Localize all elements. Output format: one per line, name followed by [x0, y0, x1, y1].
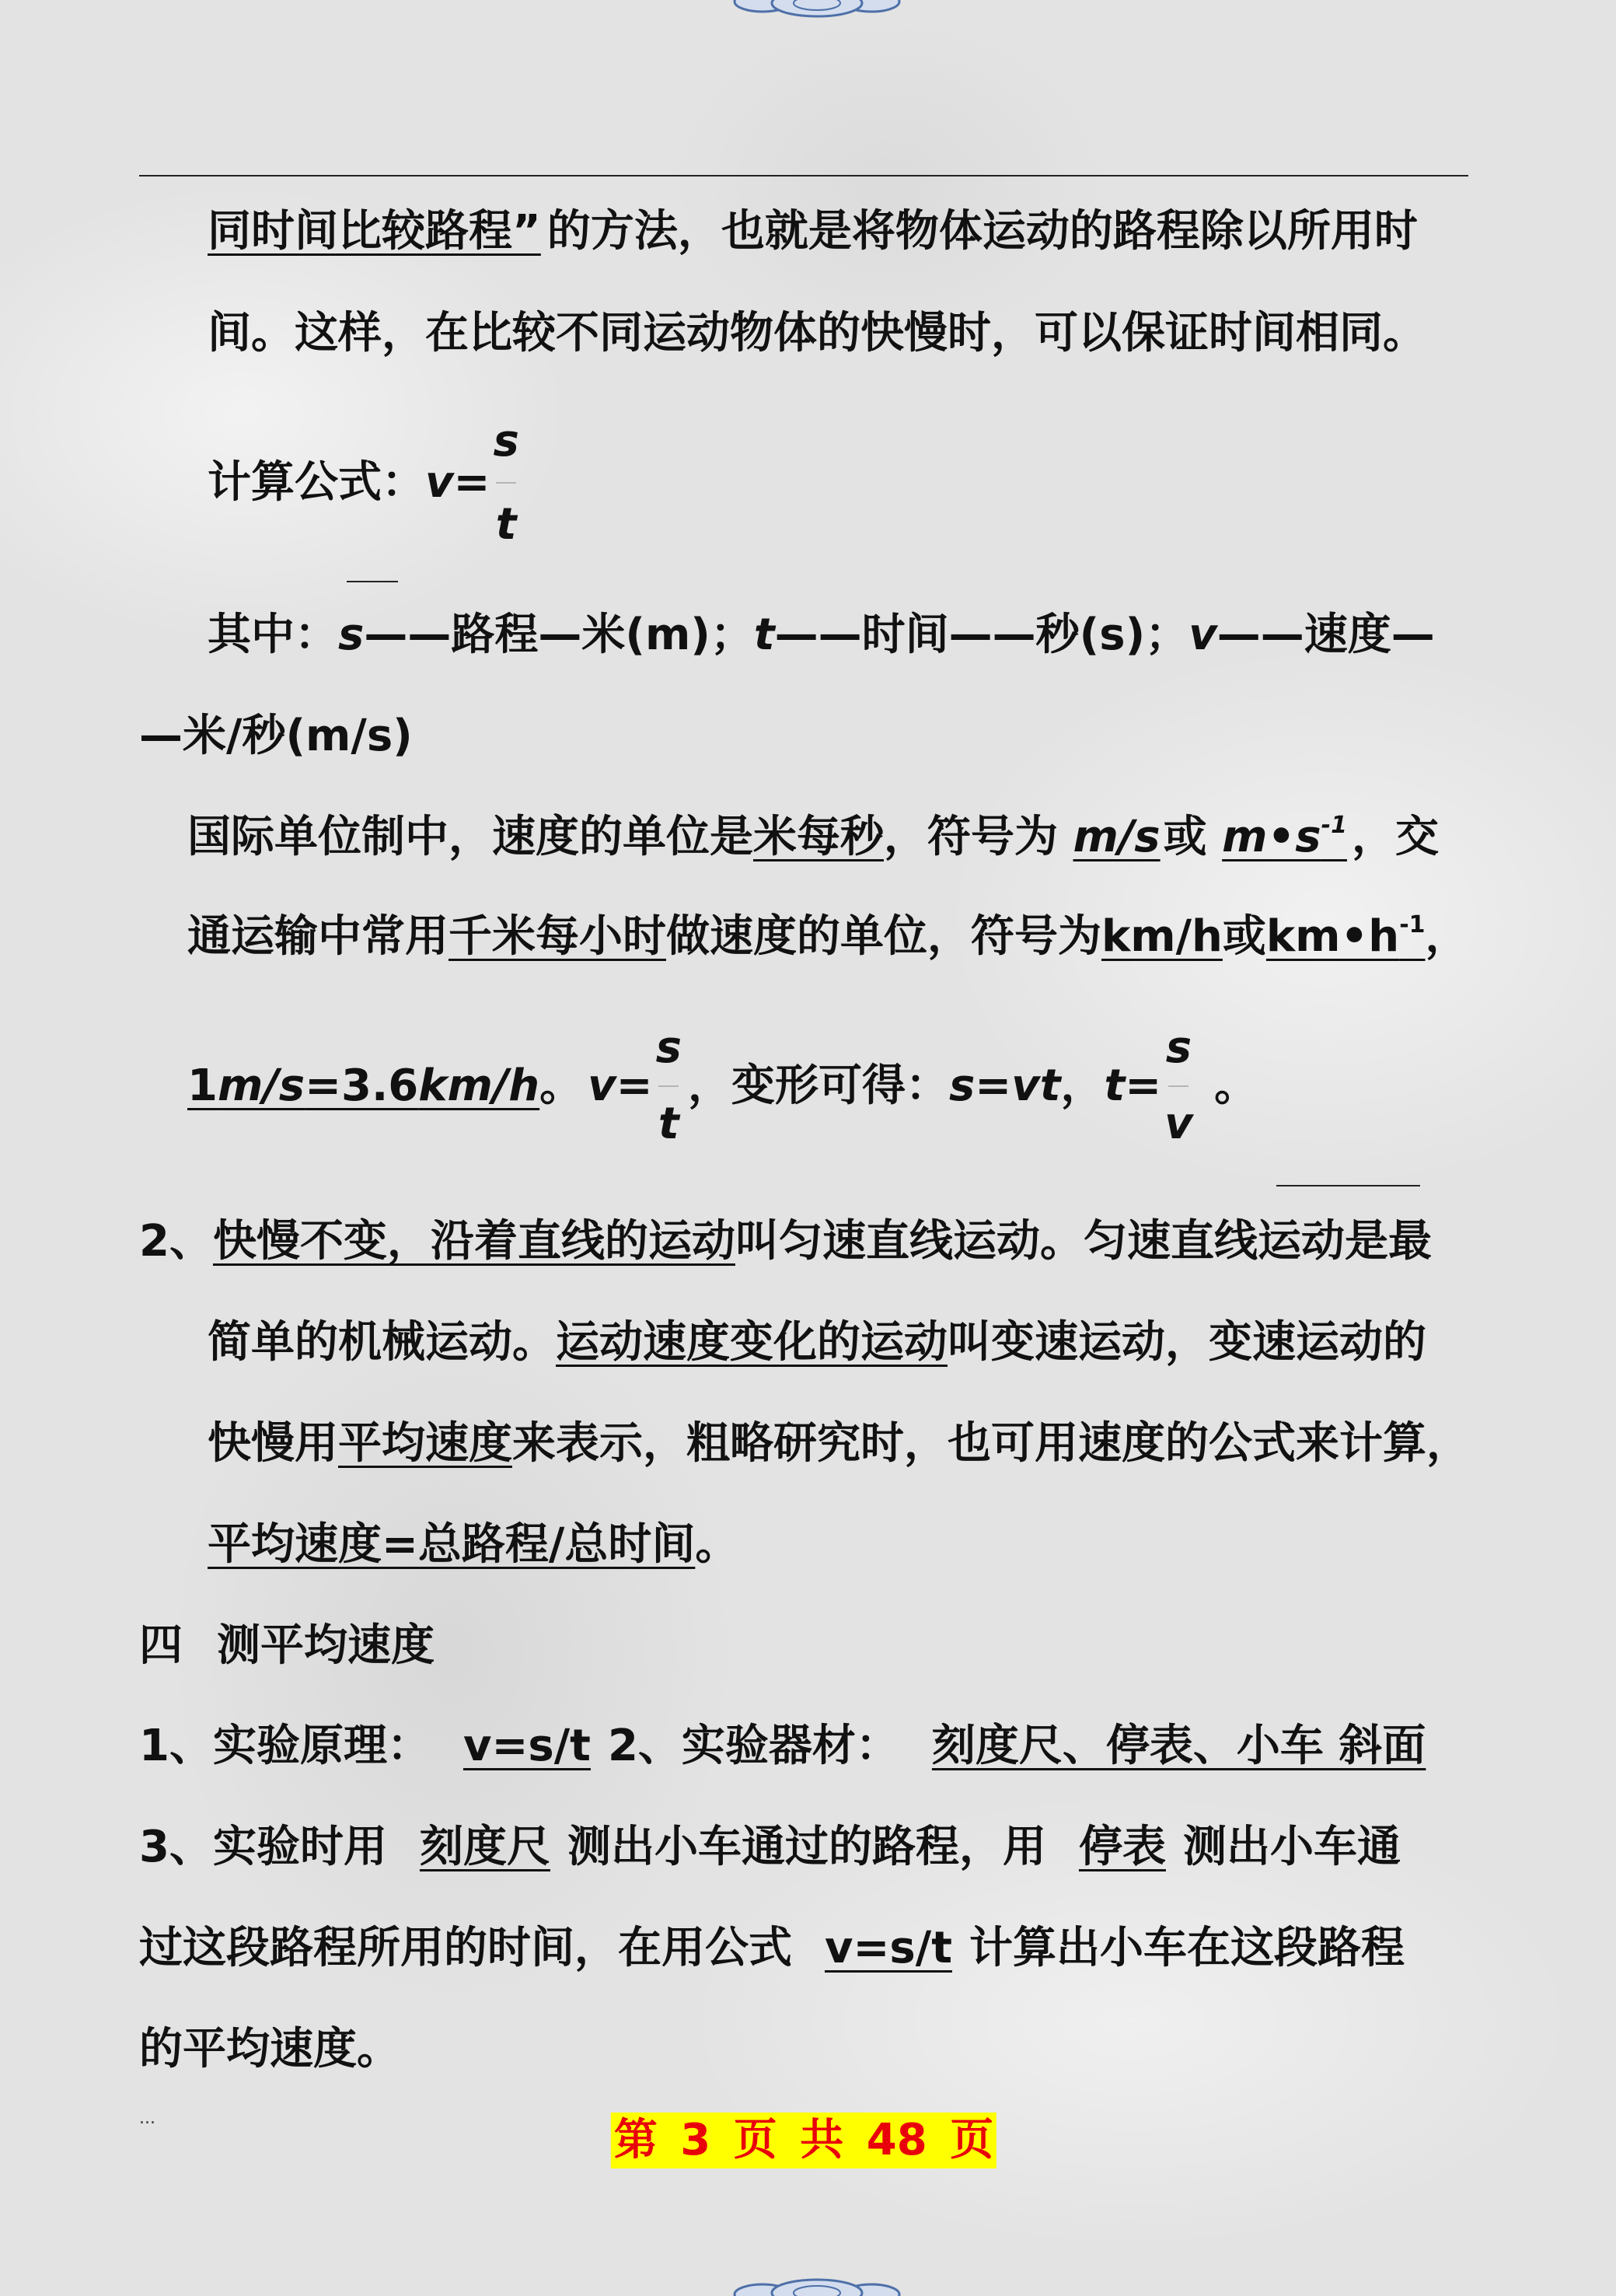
- units-line-2: [187, 906, 1469, 968]
- text-run: 的方法，也就是将物体运动的路程除以所用时: [546, 206, 1418, 257]
- fraction-bar-line: [496, 482, 516, 484]
- fill-in-answer: v=s/t: [462, 1721, 591, 1771]
- text-run: 或: [1163, 812, 1223, 862]
- text-run: 3、实验时用: [139, 1822, 387, 1872]
- text-run: 的平均速度。: [139, 2024, 400, 2074]
- underlined-phrase: 米每秒: [753, 812, 884, 862]
- text-run: 间。这样，在比较不同运动物体的快慢时，可以保证时间相同。: [208, 308, 1426, 358]
- fraction-bar: [658, 1070, 679, 1103]
- motion-line-1: [139, 1211, 1432, 1273]
- continuation-line-2: [208, 302, 1426, 365]
- superscript: -1: [1399, 911, 1426, 938]
- stray-rule: [347, 581, 398, 582]
- fraction: [655, 1022, 682, 1149]
- formula-line: [208, 405, 525, 561]
- text-run: 其中：: [208, 610, 338, 660]
- fraction-numerator: s: [1165, 1022, 1192, 1073]
- text-run: —米/秒(m/s): [139, 711, 413, 761]
- underlined-phrase: 千米每小时: [449, 911, 666, 962]
- fraction-denominator: t: [658, 1099, 679, 1149]
- text-run: 叫变速运动，变速运动的: [948, 1317, 1426, 1368]
- experiment-line-1: [139, 1715, 1443, 1777]
- unit-conversion: [187, 1055, 539, 1117]
- text-run: 计算出小车在这段路程: [969, 1923, 1405, 1973]
- text-run: ——时间——秒(s)；: [774, 610, 1189, 660]
- fraction-bar-line: [658, 1085, 679, 1087]
- text-run: 做速度的单位，符号为: [666, 911, 1101, 962]
- fraction-bar: [1168, 1070, 1188, 1103]
- stray-rule: [1276, 1185, 1420, 1186]
- unit-symbol: m/s: [1073, 812, 1161, 862]
- motion-line-4: [208, 1514, 738, 1576]
- text-run: 简单的机械运动。: [208, 1317, 556, 1368]
- text-run: ，符号为: [884, 812, 1073, 862]
- text-run: 通运输中常用: [187, 911, 449, 962]
- text-run: 快慢用: [208, 1418, 338, 1469]
- conversion-line: [187, 1008, 1258, 1164]
- list-number: 2、: [139, 1216, 213, 1267]
- unit-symbol: km/h: [1101, 911, 1223, 962]
- symbols-line-continued: [139, 705, 413, 767]
- fraction-bar: [496, 463, 516, 503]
- unit-symbol: km/h: [418, 1061, 540, 1111]
- text-run: ，交: [1351, 812, 1439, 862]
- experiment-line-2: [139, 1816, 1401, 1878]
- underlined-phrase: 平均速度: [338, 1418, 512, 1469]
- unit-symbol: [1266, 906, 1426, 968]
- text-run: 。: [1199, 1061, 1258, 1111]
- fraction-numerator: s: [655, 1022, 682, 1073]
- underlined-phrase: 运动速度变化的运动: [556, 1317, 948, 1368]
- text-run: 测出小车通: [1182, 1822, 1401, 1872]
- text-run: 2、实验器材：: [607, 1721, 899, 1771]
- section-title: 测平均速度: [217, 1620, 435, 1671]
- fraction-numerator: s: [493, 415, 519, 467]
- text-run: ，: [1425, 911, 1469, 962]
- underlined-phrase: 平均速度=总路程/总时间: [208, 1519, 696, 1570]
- text-run: 国际单位制中，速度的单位是: [187, 812, 753, 862]
- formula-expression: s=vt: [948, 1061, 1061, 1111]
- text-run: 来表示，粗略研究时，也可用速度的公式来计算，: [512, 1418, 1470, 1469]
- formula-label: 计算公式：: [208, 457, 425, 508]
- unit-symbol: [1222, 806, 1352, 868]
- fill-in-answer: 刻度尺: [419, 1822, 550, 1872]
- continuation-line-1: [208, 201, 1418, 263]
- unit-symbol-base: m•s: [1222, 812, 1321, 862]
- fill-in-answer: 停表: [1078, 1822, 1166, 1872]
- symbol-s: s: [338, 610, 365, 660]
- motion-line-3: [208, 1413, 1470, 1475]
- text-run: 过这段路程所用的时间，在用公式: [139, 1923, 792, 1973]
- units-line-1: [187, 806, 1439, 868]
- underlined-phrase: 同时间比较路程”: [208, 206, 541, 257]
- fill-in-answer: v=s/t: [825, 1923, 952, 1973]
- fraction: [1164, 1022, 1193, 1149]
- section-heading: [139, 1615, 435, 1677]
- motion-line-2: [208, 1312, 1426, 1374]
- experiment-line-3: [139, 1917, 1405, 1980]
- text-run: 或: [1222, 911, 1266, 962]
- top-ornament: [731, 0, 902, 20]
- symbols-line: [208, 604, 1435, 666]
- unit-symbol: m/s: [217, 1061, 305, 1111]
- text-run: =3.6: [305, 1061, 419, 1111]
- text-run: ——路程—米(m)；: [364, 610, 754, 660]
- text-run: 1: [187, 1061, 218, 1111]
- text-run: ——速度—: [1216, 610, 1435, 660]
- formula-lhs: v=: [588, 1061, 653, 1111]
- section-number: 四: [139, 1620, 183, 1671]
- page-number: 第 3 页 共 48 页: [611, 2113, 996, 2168]
- fraction-denominator: v: [1164, 1099, 1193, 1149]
- unit-symbol-base: km•h: [1265, 911, 1400, 962]
- fraction-denominator: t: [495, 498, 517, 550]
- underlined-phrase: 快慢不变，沿着直线的运动: [212, 1216, 735, 1267]
- formula-lhs: t=: [1104, 1061, 1162, 1111]
- text-run: ，变形可得：: [687, 1061, 949, 1111]
- formula-lhs: v=: [425, 457, 490, 508]
- text-run: 1、实验原理：: [139, 1721, 431, 1771]
- symbol-v: v: [1188, 610, 1217, 660]
- ellipsis-mark: ...: [139, 2109, 155, 2128]
- symbol-t: t: [753, 610, 775, 660]
- header-rule: [139, 175, 1468, 176]
- text-run: 测出小车通过的路程，用: [567, 1822, 1046, 1872]
- fraction: [493, 415, 519, 550]
- text-run: 。: [695, 1519, 739, 1570]
- text-run: 叫匀速直线运动。匀速直线运动是最: [735, 1216, 1432, 1267]
- superscript: -1: [1321, 812, 1347, 839]
- experiment-line-4: [139, 2018, 400, 2081]
- fill-in-answer: 刻度尺、停表、小车 斜面: [931, 1721, 1426, 1771]
- fraction-bar-line: [1168, 1085, 1188, 1087]
- text-run: ，: [1060, 1061, 1105, 1111]
- text-run: 。: [539, 1061, 584, 1111]
- bottom-ornament: [731, 2276, 902, 2296]
